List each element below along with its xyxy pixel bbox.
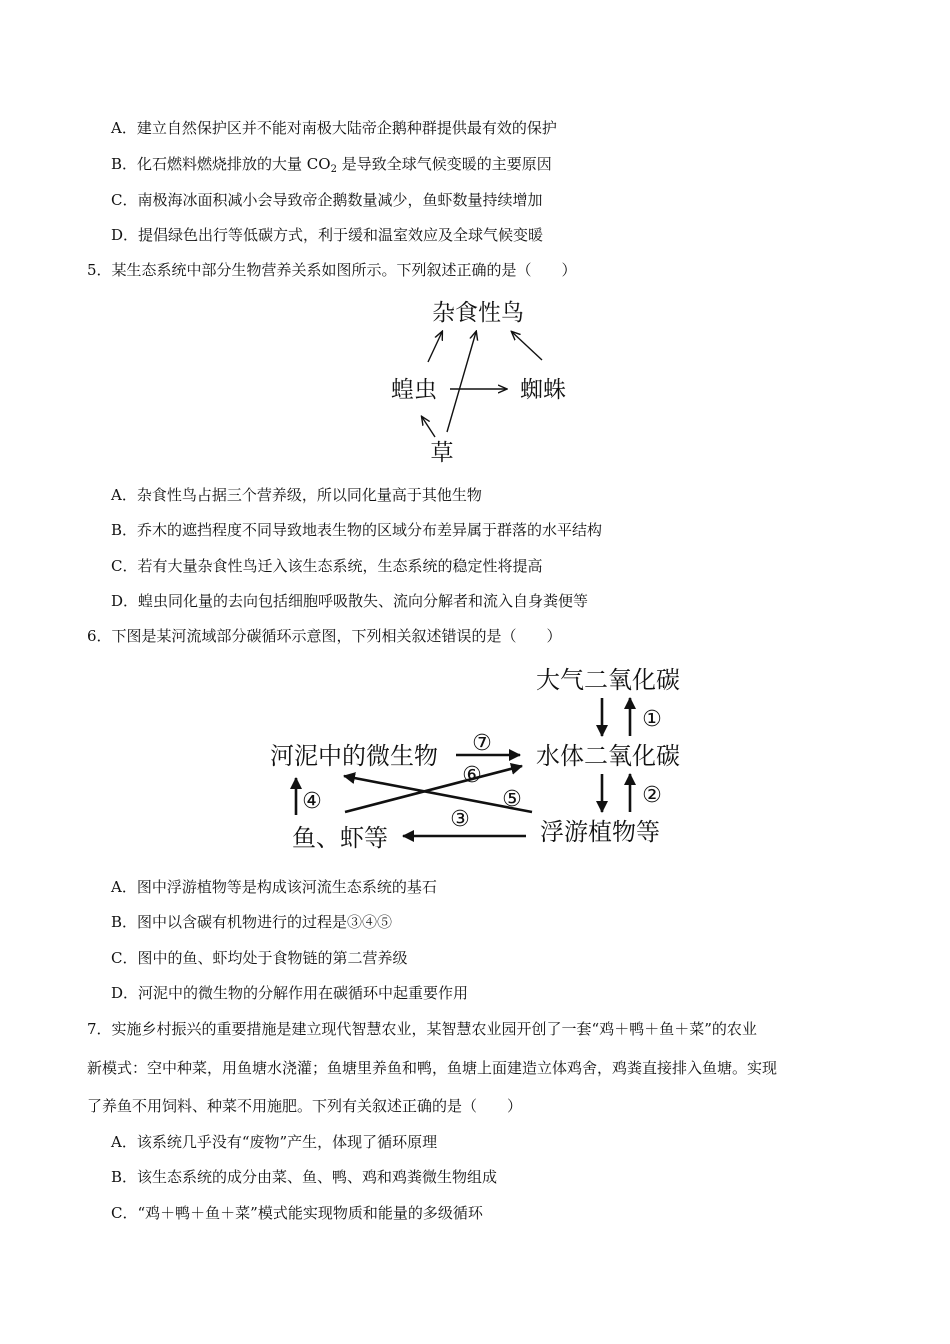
q5-stem: 5．某生态系统中部分生物营养关系如图所示。下列叙述正确的是（ ） — [87, 261, 577, 279]
q7-stem-line-2: 新模式：空中种菜，用鱼塘水浇灌；鱼塘里养鱼和鸭，鱼塘上面建造立体鸡舍，鸡粪直接排入鱼塘。实现 — [87, 1059, 778, 1077]
q6-label-4: ④ — [302, 789, 322, 814]
q6-carbon-cycle-diagram — [260, 660, 700, 860]
q4-option-b-pre: B．化石燃料燃烧排放的大量 CO — [111, 155, 331, 173]
q5-node-spider: 蜘蛛 — [520, 377, 566, 403]
q5-arrow-spider-bird — [512, 332, 542, 360]
q6-label-3: ③ — [450, 807, 470, 832]
q6-node-air-co2: 大气二氧化碳 — [536, 666, 680, 694]
q4-option-c: C．南极海冰面积减小会导致帝企鹅数量减少，鱼虾数量持续增加 — [111, 191, 543, 209]
q6-label-6: ⑥ — [462, 763, 482, 788]
q5-node-locust: 蝗虫 — [391, 377, 437, 403]
q4-option-b — [111, 154, 552, 180]
q5-node-bird: 杂食性鸟 — [432, 300, 524, 326]
q6-node-plankton: 浮游植物等 — [540, 818, 660, 846]
q5-node-grass: 草 — [430, 440, 454, 466]
q6-node-water-co2: 水体二氧化碳 — [536, 742, 680, 770]
q6-node-microbes: 河泥中的微生物 — [270, 742, 438, 770]
q5-option-a: A．杂食性鸟占据三个营养级，所以同化量高于其他生物 — [111, 486, 482, 504]
q6-label-7: ⑦ — [472, 731, 492, 756]
q6-label-5: ⑤ — [502, 787, 522, 812]
q5-option-b: B．乔木的遮挡程度不同导致地表生物的区域分布差异属于群落的水平结构 — [111, 521, 603, 539]
q7-option-a: A．该系统几乎没有“废物”产生，体现了循环原理 — [111, 1133, 438, 1151]
q5-arrow-grass-locust — [422, 417, 435, 437]
q5-arrow-locust-bird — [428, 332, 442, 362]
q6-label-1: ① — [642, 707, 662, 732]
q4-option-b-sub: 2 — [330, 164, 337, 175]
q7-option-b: B．该生态系统的成分由菜、鱼、鸭、鸡和鸡粪微生物组成 — [111, 1168, 498, 1186]
q4-option-d: D．提倡绿色出行等低碳方式，利于缓和温室效应及全球气候变暖 — [111, 226, 544, 244]
q7-option-c: C．“鸡＋鸭＋鱼＋菜”模式能实现物质和能量的多级循环 — [111, 1204, 483, 1222]
q4-option-b-post: 是导致全球气候变暖的主要原因 — [336, 155, 552, 173]
q6-option-c: C．图中的鱼、虾均处于食物链的第二营养级 — [111, 949, 408, 967]
q6-option-b: B．图中以含碳有机物进行的过程是③④⑤ — [111, 913, 393, 931]
q6-node-fish: 鱼、虾等 — [292, 824, 388, 852]
q5-option-d: D．蝗虫同化量的去向包括细胞呼吸散失、流向分解者和流入自身粪便等 — [111, 592, 589, 610]
q5-arrow-grass-bird — [447, 332, 476, 432]
q6-label-2: ② — [642, 783, 662, 808]
q6-option-d: D．河泥中的微生物的分解作用在碳循环中起重要作用 — [111, 984, 469, 1002]
q6-stem: 6．下图是某河流域部分碳循环示意图，下列相关叙述错误的是（ ） — [87, 627, 562, 645]
q4-option-a: A．建立自然保护区并不能对南极大陆帝企鹅种群提供最有效的保护 — [111, 119, 557, 137]
q7-stem-line-3: 了养鱼不用饲料、种菜不用施肥。下列有关叙述正确的是（ ） — [87, 1097, 523, 1115]
q5-option-c: C．若有大量杂食性鸟迁入该生态系统，生态系统的稳定性将提高 — [111, 557, 543, 575]
q7-stem-line-1: 7．实施乡村振兴的重要措施是建立现代智慧农业，某智慧农业园开创了一套“鸡＋鸭＋鱼＋菜”的农业 — [87, 1020, 757, 1038]
q6-option-a: A．图中浮游植物等是构成该河流生态系统的基石 — [111, 878, 437, 896]
q5-food-web-diagram — [380, 292, 580, 467]
